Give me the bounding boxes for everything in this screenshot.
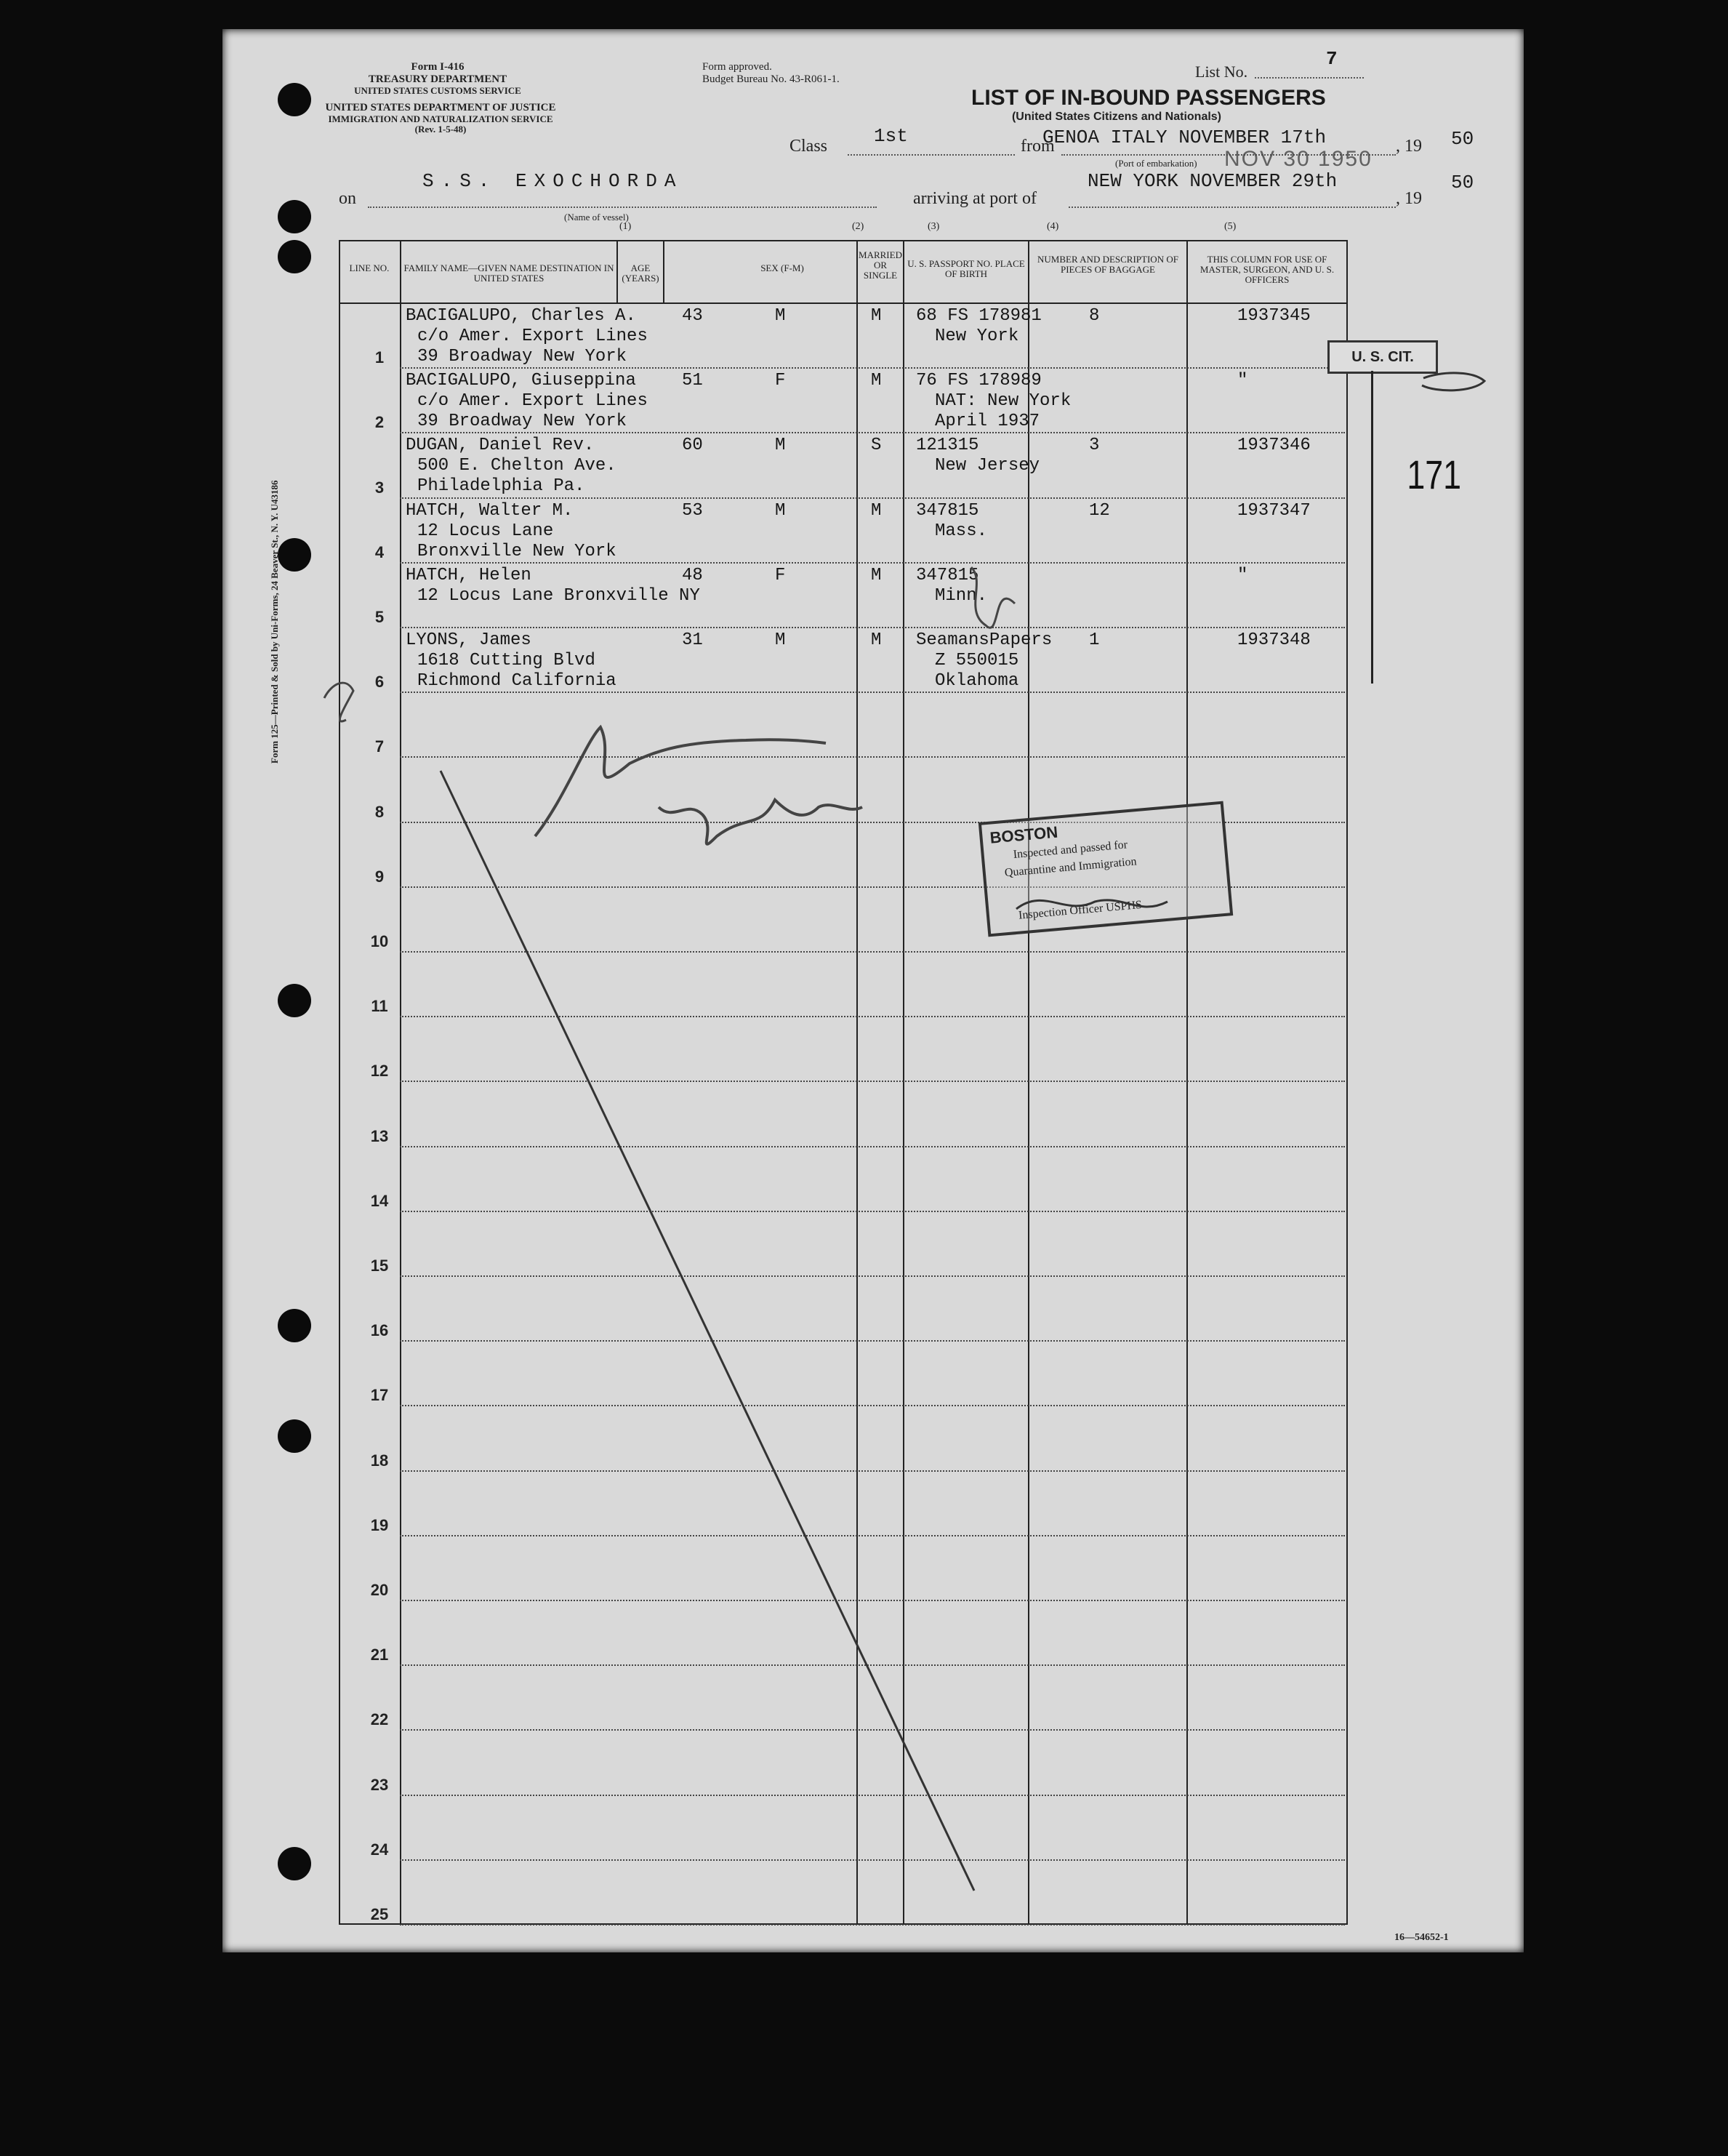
line-number: 13 (370, 1126, 389, 1145)
line-number: 4 (374, 542, 385, 561)
place-of-birth: Mass. (935, 521, 988, 541)
passenger-sex: M (775, 630, 786, 650)
col-head-passport: U. S. PASSPORT NO. PLACE OF BIRTH (907, 258, 1025, 279)
time-scribble (659, 800, 862, 844)
line-number: 14 (370, 1191, 389, 1210)
us-citizen-stamp: U. S. CIT. (1327, 340, 1438, 374)
passenger-marital: M (871, 565, 882, 585)
officer-number: 1937345 (1237, 306, 1311, 326)
passenger-name: HATCH, Helen (406, 565, 531, 585)
line-number: 3 (374, 478, 385, 497)
vessel-caption: (Name of vessel) (564, 212, 629, 223)
stamp-line-1: Inspected and passed for (1013, 838, 1128, 861)
passenger-name: BACIGALUPO, Charles A. (406, 306, 636, 326)
officer-number: " (1237, 565, 1248, 585)
baggage-count: 1 (1089, 630, 1100, 650)
place-of-birth: Z 550015 (935, 651, 1019, 670)
colnum-5: (5) (1224, 221, 1237, 232)
baggage-count: 3 (1089, 436, 1100, 456)
budget-bureau: Budget Bureau No. 43-R061-1. (702, 73, 840, 85)
date-stamp: NOV 30 1950 (1224, 147, 1373, 171)
line-number: 9 (374, 867, 385, 886)
col-head-name: FAMILY NAME—GIVEN NAME DESTINATION IN UNITED STATES (403, 263, 614, 284)
passenger-marital: M (871, 306, 882, 326)
place-of-birth: New York (935, 326, 1019, 346)
scribble-mark (1422, 373, 1484, 390)
signature-scribble (535, 727, 826, 836)
passport-number: 68 FS 178981 (916, 306, 1042, 326)
vessel-name: S.S. EXOCHORDA (422, 170, 683, 192)
passport-number: SeamansPapers (916, 630, 1053, 650)
line-number: 10 (370, 932, 389, 950)
stamp-signature (1016, 900, 1168, 909)
stamp-city: BOSTON (989, 822, 1059, 847)
arrival-value: NEW YORK NOVEMBER 29th (1088, 170, 1338, 192)
port-embark-caption: (Port of embarkation) (1115, 158, 1197, 169)
class-label: Class (789, 137, 828, 156)
line-number: 21 (370, 1646, 389, 1664)
form-number: Form I-416 (411, 61, 465, 73)
passenger-name: DUGAN, Daniel Rev. (406, 436, 595, 456)
footer-code: 16—54652-1 (1394, 1932, 1449, 1943)
destination-line-1: 12 Locus Lane Bronxville NY (417, 585, 700, 606)
line-number: 17 (370, 1386, 389, 1405)
passenger-sex: F (775, 565, 786, 585)
passport-number: 347815 (916, 565, 979, 585)
line-number: 18 (370, 1451, 389, 1470)
year-value-1: 50 (1451, 128, 1474, 150)
officer-number: 1937346 (1237, 436, 1311, 456)
arriving-label: arriving at port of (913, 189, 1037, 208)
form-revision: (Rev. 1-5-48) (414, 124, 467, 135)
class-value: 1st (874, 125, 908, 147)
line-number: 20 (370, 1581, 389, 1599)
stamp-line-3: Inspection Officer USPHS (1018, 898, 1143, 922)
destination-line-1: 12 Locus Lane (417, 521, 554, 541)
stamp-line-2: Quarantine and Immigration (1004, 855, 1138, 880)
destination-line-1: 500 E. Chelton Ave. (417, 456, 616, 476)
place-of-birth-2: Oklahoma (935, 671, 1019, 691)
passenger-age: 31 (682, 630, 703, 650)
line-number: 16 (370, 1321, 389, 1340)
handwritten-marks (222, 29, 1524, 1952)
col-head-age: AGE (YEARS) (622, 263, 659, 284)
passenger-sex: M (775, 500, 786, 521)
diagonal-strike-line (441, 771, 974, 1891)
line-number: 2 (374, 413, 385, 432)
passenger-age: 60 (682, 436, 703, 456)
destination-line-1: 1618 Cutting Blvd (417, 651, 595, 670)
line-number: 25 (370, 1905, 389, 1923)
place-of-birth: NAT: New York (935, 391, 1072, 412)
treasury-dept: TREASURY DEPARTMENT (368, 73, 507, 85)
form-approved: Form approved. (702, 61, 772, 73)
line-number: 6 (374, 673, 385, 692)
passenger-name: HATCH, Walter M. (406, 500, 574, 521)
line-number: 1 (374, 348, 385, 367)
passport-number: 347815 (916, 500, 979, 521)
customs-service: UNITED STATES CUSTOMS SERVICE (354, 85, 521, 96)
line-number: 7 (374, 737, 385, 756)
line-number: 22 (370, 1710, 389, 1729)
passenger-age: 48 (682, 565, 703, 585)
year-prefix-2: , 19 (1396, 189, 1422, 208)
list-no-value: 7 (1326, 48, 1338, 70)
passenger-age: 51 (682, 371, 703, 391)
baggage-count: 8 (1089, 306, 1100, 326)
colnum-3: (3) (928, 221, 940, 232)
passenger-name: LYONS, James (406, 630, 531, 650)
line-number: 15 (370, 1257, 389, 1275)
printer-side-text: Form 125—Printed & Sold by Uni-Forms, 24 Beaver St., N. Y. U43186 (269, 480, 280, 764)
justice-dept: UNITED STATES DEPARTMENT OF JUSTICE (325, 102, 556, 113)
passenger-sex: M (775, 306, 786, 326)
place-of-birth-2: April 1937 (935, 412, 1040, 432)
year-value-2: 50 (1451, 172, 1474, 193)
baggage-count: 12 (1089, 500, 1110, 521)
line-number: 5 (374, 608, 385, 626)
line-number: 19 (370, 1515, 389, 1534)
destination-line-1: c/o Amer. Export Lines (417, 326, 648, 346)
destination-line-2: Richmond California (417, 671, 616, 691)
colnum-1: (1) (619, 221, 632, 232)
officer-number: 1937348 (1237, 630, 1311, 650)
col-head-married: MARRIED OR SINGLE (859, 249, 902, 281)
place-of-birth: Minn. (935, 585, 988, 606)
officer-number: 1937347 (1237, 500, 1311, 521)
passenger-age: 53 (682, 500, 703, 521)
destination-line-2: 39 Broadway New York (417, 347, 627, 366)
passenger-age: 43 (682, 306, 703, 326)
margin-mark (324, 683, 353, 721)
destination-line-1: c/o Amer. Export Lines (417, 391, 648, 412)
line-number: 11 (371, 997, 388, 1016)
page-subtitle: (United States Citizens and Nationals) (1011, 111, 1222, 123)
handwritten-number: 171 (1407, 452, 1462, 497)
passenger-name: BACIGALUPO, Giuseppina (406, 371, 636, 391)
passenger-marital: M (871, 630, 882, 650)
passenger-sex: M (775, 436, 786, 456)
ins-service: IMMIGRATION AND NATURALIZATION SERVICE (328, 113, 553, 124)
line-number: 23 (370, 1775, 389, 1794)
destination-line-2: 39 Broadway New York (417, 412, 627, 432)
col-head-officers: THIS COLUMN FOR USE OF MASTER, SURGEON, AND U. S. OFFICERS (1199, 254, 1335, 285)
destination-line-2: Bronxville New York (417, 541, 616, 561)
line-number: 24 (370, 1840, 389, 1859)
passenger-marital: S (871, 436, 882, 456)
passenger-sex: F (775, 371, 786, 391)
colnum-4: (4) (1047, 221, 1059, 232)
destination-line-2: Philadelphia Pa. (417, 476, 585, 497)
from-value: GENOA ITALY NOVEMBER 17th (1042, 127, 1327, 148)
colnum-2: (2) (852, 221, 864, 232)
col-head-sex: SEX (F-M) (760, 263, 804, 273)
passenger-marital: M (871, 500, 882, 521)
passenger-manifest-page (222, 29, 1524, 1952)
line-number: 12 (370, 1062, 389, 1081)
list-no-label: List No. (1195, 63, 1248, 81)
year-prefix-1: , 19 (1396, 137, 1422, 156)
page-title: LIST OF IN-BOUND PASSENGERS (971, 86, 1326, 110)
passport-number: 76 FS 178989 (916, 371, 1042, 391)
passenger-marital: M (871, 371, 882, 391)
place-of-birth: New Jersey (935, 456, 1040, 476)
col-head-baggage: NUMBER AND DESCRIPTION OF PIECES OF BAGGAGE (1037, 254, 1178, 275)
officer-number: " (1237, 371, 1248, 391)
age-column-mark (971, 567, 1015, 628)
on-label: on (339, 189, 356, 208)
col-head-line: LINE NO. (349, 263, 390, 273)
line-number: 8 (374, 802, 385, 821)
passport-number: 121315 (916, 436, 979, 456)
from-label: from (1021, 137, 1055, 156)
